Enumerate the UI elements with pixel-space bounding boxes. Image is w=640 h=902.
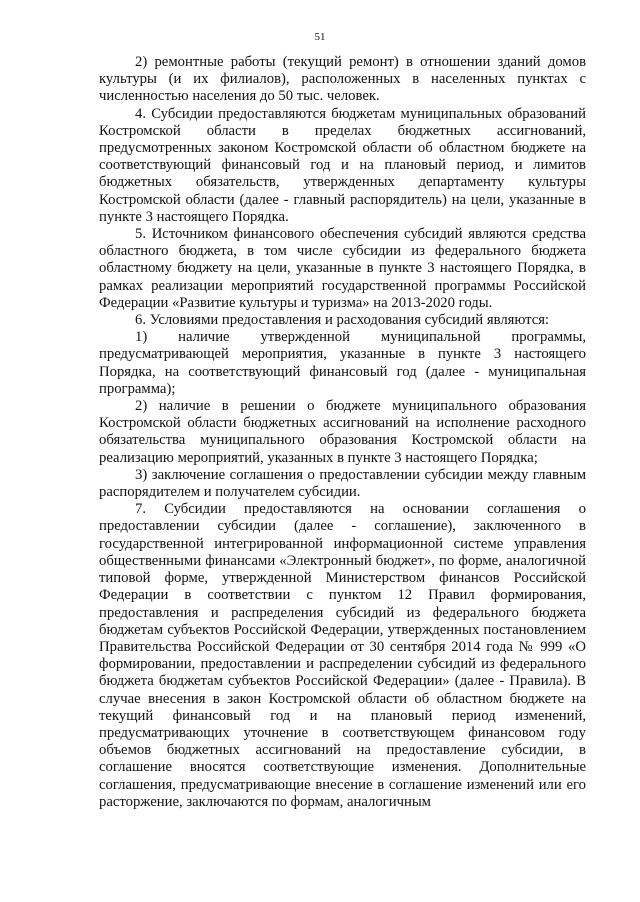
paragraph-6-condition-3: 3) заключение соглашения о предоставлении субсидии между главным распорядителем и получателем субсидии. [99,466,586,501]
paragraph-7-agreement: 7. Субсидии предоставляются на основании соглашения о предоставлении субсидии (далее - соглашение), заключенного в государственной интегрированной информационной системе управления общественными финансами «Электронный бюджет», по форме, аналогичной типовой форме, утвержденной Министерством финансов Российской Федерации в соответствии с пунктом 12 Правил формирования, предоставления и распределения субсидий из федерального бюджета бюджетам субъектов Российской Федерации, утвержденных постановлением Правительства Российской Федерации от 30 сентября 2014 года № 999 «О формировании, предоставлении и распределении субсидий из федерального бюджета бюджетам субъектов Российской Федерации» (далее - Правила). В случае внесения в закон Костромской области об областном бюджете на текущий финансовый год и на плановый период изменений, предусматривающих уточнение в соответствующем финансовом году объемов бюджетных ассигнований на предоставление субсидии, в соглашение вносятся соответствующие изменения. Дополнительные соглашения, предусматривающие внесение в соглашение изменений или его расторжение, заключаются по формам, аналогичным [99,501,586,810]
paragraph-6-condition-1: 1) наличие утвержденной муниципальной программы, предусматривающей мероприятия, указанные в пункте 3 настоящего Порядка, на соответствующий финансовый год (далее - муниципальная программа); [99,329,586,397]
page-number: 51 [314,31,326,43]
paragraph-item-2-repairs: 2) ремонтные работы (текущий ремонт) в отношении зданий домов культуры (и их филиалов), расположенных в населенных пунктах с численностью населения до 50 тыс. человек. [99,54,586,105]
paragraph-5-funding-source: 5. Источником финансового обеспечения субсидий являются средства областного бюджета, в том числе субсидии из федерального бюджета областному бюджету на цели, указанные в пункте 3 настоящего Порядка, в рамках реализации мероприятий государственной программы Российской Федерации «Развитие культуры и туризма» на 2013-2020 годы. [99,226,586,311]
paragraph-6-condition-2: 2) наличие в решении о бюджете муниципального образования Костромской области бюджетных ассигнований на исполнение расходного обязательства муниципального образования Костромской области на реализацию мероприятий, указанных в пункте 3 настоящего Порядка; [99,398,586,466]
document-body [99,54,586,811]
paragraph-6-conditions: 6. Условиями предоставления и расходования субсидий являются: [135,312,550,329]
paragraph-4-subsidy-budgets: 4. Субсидии предоставляются бюджетам муниципальных образований Костромской области в пределах бюджетных ассигнований, предусмотренных законом Костромской области об областном бюджете на соответствующий финансовый год и на плановый период, и лимитов бюджетных обязательств, утвержденных департаменту культуры Костромской области (далее - главный распорядитель) на цели, указанные в пункте 3 настоящего Порядка. [99,105,586,225]
